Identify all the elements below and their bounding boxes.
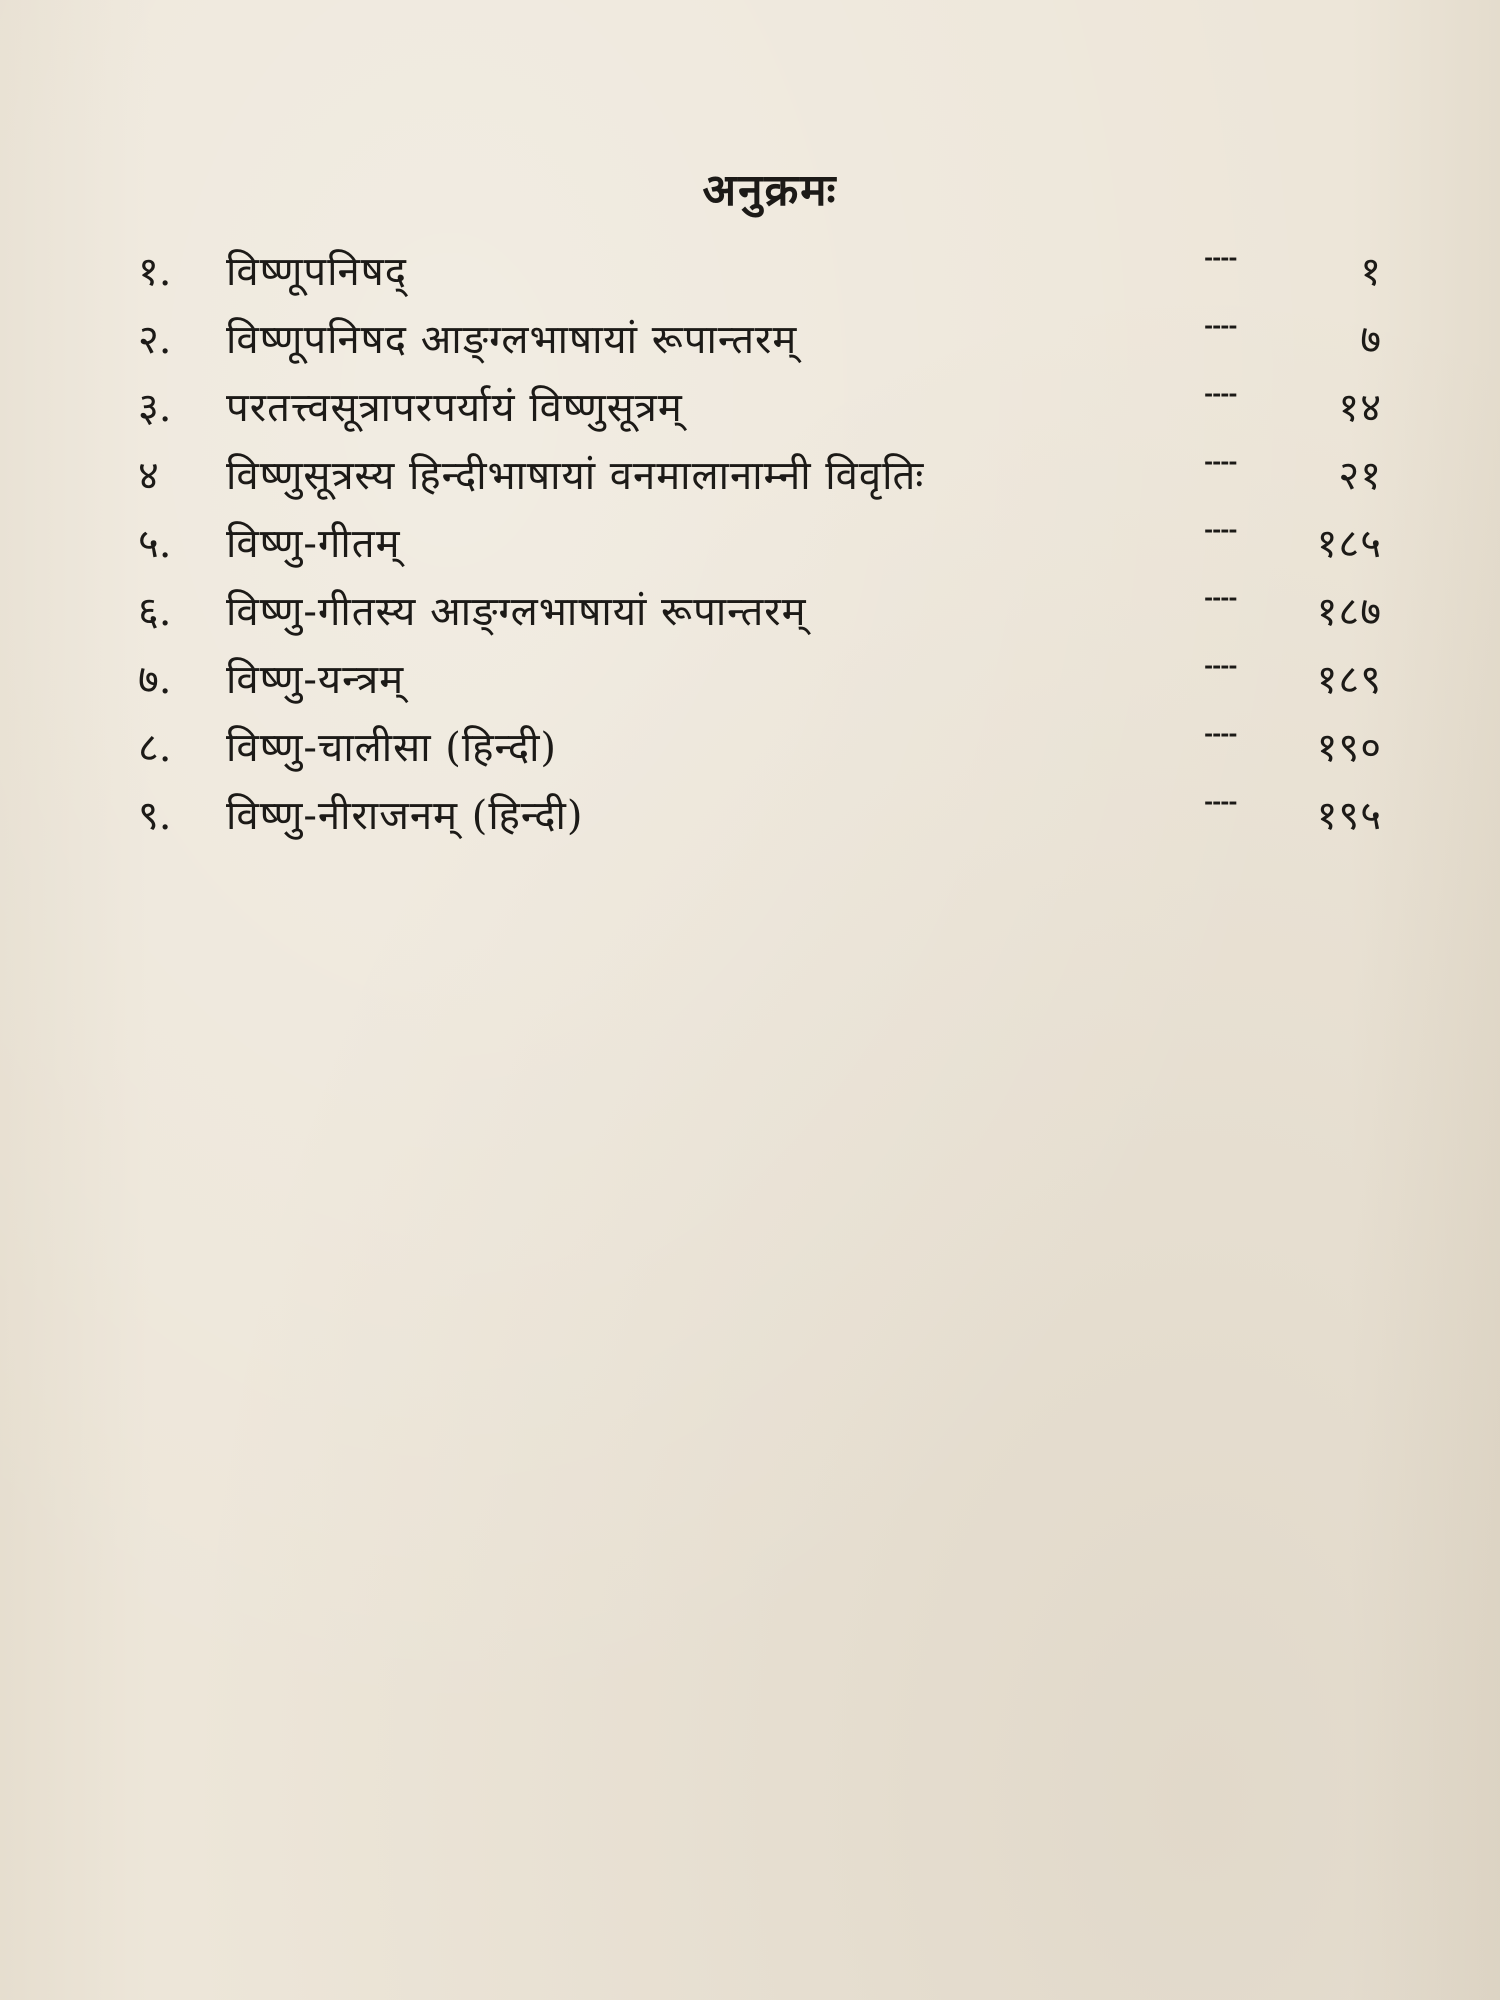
entry-page-number: ७ <box>1360 317 1382 363</box>
dot-leader: ---- <box>1204 245 1237 271</box>
dot-leader: ---- <box>1204 653 1237 679</box>
toc-entry <box>0 446 1500 506</box>
entry-number: ५. <box>138 521 172 567</box>
entry-page-number: २१ <box>1338 453 1382 499</box>
entry-page-number: १८५ <box>1316 521 1382 567</box>
toc-entry <box>0 786 1500 846</box>
entry-title: विष्णु-यन्त्रम् <box>226 657 405 703</box>
entry-title: विष्णुसूत्रस्य हिन्दीभाषायां वनमालानाम्नी विवृतिः <box>226 453 925 499</box>
entry-page-number: १९० <box>1316 725 1382 771</box>
entry-page-number: १८७ <box>1316 589 1382 635</box>
entry-number: ६. <box>138 589 172 635</box>
dot-leader: ---- <box>1204 381 1237 407</box>
dot-leader: ---- <box>1204 721 1237 747</box>
entry-page-number: १९५ <box>1316 793 1382 839</box>
dot-leader: ---- <box>1204 789 1237 815</box>
toc-entry <box>0 514 1500 574</box>
entry-number: १. <box>138 249 172 295</box>
entry-number: ९. <box>138 793 172 839</box>
entry-number: ७. <box>138 657 172 703</box>
entry-number: ३. <box>138 385 172 431</box>
page-title: अनुक्रमः <box>702 165 838 216</box>
entry-title: विष्णूपनिषद आङ्ग्लभाषायां रूपान्तरम् <box>226 317 798 363</box>
toc-entry <box>0 650 1500 710</box>
dot-leader: ---- <box>1204 517 1237 543</box>
entry-title: विष्णु-चालीसा (हिन्दी) <box>226 725 558 771</box>
dot-leader: ---- <box>1204 585 1237 611</box>
toc-entry <box>0 242 1500 302</box>
entry-title: विष्णु-गीतम् <box>226 521 401 567</box>
entry-number: ८. <box>138 725 172 771</box>
entry-page-number: १ <box>1360 249 1382 295</box>
toc-entry <box>0 582 1500 642</box>
entry-page-number: १४ <box>1338 385 1382 431</box>
toc-entry <box>0 310 1500 370</box>
entry-title: विष्णु-नीराजनम् (हिन्दी) <box>226 793 584 839</box>
entry-page-number: १८९ <box>1316 657 1382 703</box>
entry-title: परतत्त्वसूत्रापरपर्यायं विष्णुसूत्रम् <box>226 385 683 431</box>
entry-title: विष्णु-गीतस्य आङ्ग्लभाषायां रूपान्तरम् <box>226 589 807 635</box>
toc-entry <box>0 718 1500 778</box>
toc-entry <box>0 378 1500 438</box>
entry-title: विष्णूपनिषद् <box>226 249 408 295</box>
entry-number: ४ <box>138 453 159 499</box>
dot-leader: ---- <box>1204 313 1237 339</box>
entry-number: २. <box>138 317 172 363</box>
dot-leader: ---- <box>1204 449 1237 475</box>
